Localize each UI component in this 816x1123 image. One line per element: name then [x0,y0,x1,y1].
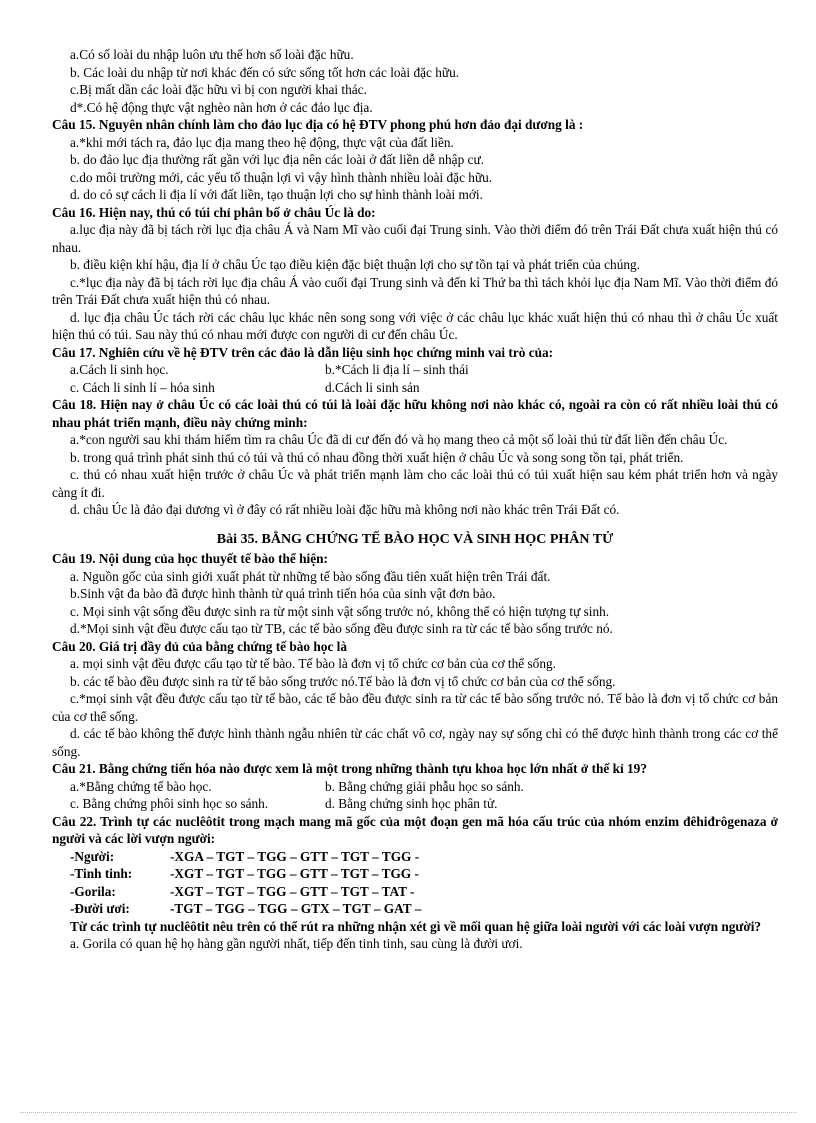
section-title: Bài 35. BẰNG CHỨNG TẾ BÀO HỌC VÀ SINH HỌC PHÂN TỬ [216,531,614,547]
answer-option: a. Nguồn gốc của sinh giới xuất phát từ những tế bào sống đầu tiên xuất hiện trên Trái đất. [70,568,551,584]
question-16: Câu 16. Hiện nay, thú có túi chỉ phân bố ở châu Úc là do: [52,204,376,220]
question-22-followup: Từ các trình tự nuclêôtit nêu trên có thể rút ra những nhận xét gì về mối quan hệ giữa loài người với các loài vượn người? [70,918,762,934]
sequence-value: -TGT – TGG – TGG – GTX – TGT – GAT – [170,901,422,916]
answer-option: d. do có sự cách li địa lí với đất liền, tạo thuận lợi cho sự hình thành loài mới. [70,187,483,202]
answer-option: b. Bằng chứng giải phẫu học so sánh. [325,778,524,794]
answer-option: c. thú có nhau xuất hiện trước ở châu Úc và phát triển mạnh làm cho các loài thú có túi xuất hiện sau kém phát triển hơn và ngày càng ít đi. [52,467,778,500]
sequence-row [52,865,778,883]
answer-option: c.*mọi sinh vật đều được cấu tạo từ tế bào, các tế bào đều được sinh ra từ các tế bào sống trước nó. Tế bào là đơn vị tổ chức cơ bản của cơ thể sống. [52,691,778,724]
option-row [52,795,778,813]
option-row [52,778,778,796]
species-label: -Tinh tinh: [70,866,133,881]
answer-option: b. do đảo lục địa thường rất gần với lục địa nên các loài ở đất liền dễ nhập cư. [70,152,484,167]
option-row [52,361,778,379]
sequence-value: -XGA – TGT – TGG – GTT – TGT – TGG - [170,848,420,864]
sequence-row [52,900,778,918]
species-label: -Đười ươi: [70,901,130,916]
answer-option: d.*Mọi sinh vật đều được cấu tạo từ TB, các tế bào sống đều được sinh ra từ các tế bào sống trước nó. [70,621,613,636]
question-21: Câu 21. Bằng chứng tiến hóa nào được xem là một trong những thành tựu khoa học lớn nhất ở thế kỉ 19? [52,761,647,776]
question-15: Câu 15. Nguyên nhân chính làm cho đảo lục địa có hệ ĐTV phong phú hơn đảo đại dương là : [52,117,584,132]
page-content [52,46,778,953]
answer-option: c.do môi trường mới, các yếu tố thuận lợi vì vậy hình thành nhiều loài đặc hữu. [70,169,493,185]
answer-option: a. mọi sinh vật đều được cấu tạo từ tế bào. Tế bào là đơn vị tổ chức cơ bản của cơ thể sống. [70,656,556,671]
answer-option: b.*Cách li địa lí – sinh thái [325,362,469,377]
answer-option: a.*khi mới tách ra, đảo lục địa mang theo hệ động, thực vật của đất liền. [70,134,454,150]
answer-option: a.*Bằng chứng tế bào học. [70,778,212,794]
species-label: -Người: [70,848,115,864]
sequence-row [52,883,778,901]
page-bottom-divider [20,1112,796,1113]
question-22: Câu 22. Trình tự các nuclêôtit trong mạch mang mã gốc của một đoạn gen mã hóa cấu trúc của nhóm enzim đêhiđrôgenaza ở người và các lời vượn người: [52,813,778,846]
answer-option: d.Cách li sinh sản [325,379,420,395]
answer-option: b. điều kiện khí hậu, địa lí ở châu Úc tạo điều kiện đặc biệt thuận lợi cho sự tồn tại và phát triển của chúng. [70,257,640,272]
answer-option: b. trong quá trình phát sinh thú có túi và thú có nhau đồng thời xuất hiện ở châu Úc và song song tồn tại, phát triển. [70,449,684,465]
answer-option: a.lục địa này đã bị tách rời lục địa châu Á và Nam Mĩ vào cuối đại Trung sinh. Vào thời điểm đó trên Trái Đất chưa xuất hiện thú có nhau. [52,222,778,255]
sequence-value: -XGT – TGT – TGG – GTT – TGT – TAT - [170,883,415,899]
question-20: Câu 20. Giá trị đầy đủ của bằng chứng tế bào học là [52,638,348,654]
answer-option: c.*lục địa này đã bị tách rời lục địa châu Á vào cuối đại Trung sinh và đến kỉ Thứ ba thì tách khỏi lục địa Nam Mĩ. Vào thời điểm đó trên Trái Đất chưa xuất hiện thú có nhau. [52,274,778,307]
question-19: Câu 19. Nội dung của học thuyết tế bào thể hiện: [52,551,328,566]
answer-option: a.*con người sau khi thám hiểm tìm ra châu Úc đã di cư đến đó và họ mang theo cả một số loài thú từ đất liền đến châu Úc. [70,432,728,447]
species-label: -Gorila: [70,883,116,899]
question-17: Câu 17. Nghiên cứu về hệ ĐTV trên các đảo là dẫn liệu sinh học chứng minh vai trò của: [52,344,554,360]
question-18: Câu 18. Hiện nay ở châu Úc có các loài thú có túi là loài đặc hữu không nơi nào khác có, ngoài ra còn có rất nhiều loài thú có nhau phát triển mạnh, điều này chứng minh: [52,397,778,430]
answer-option: a. Gorila có quan hệ họ hàng gần người nhất, tiếp đến tinh tinh, sau cùng là đười ươi. [70,936,523,951]
answer-option: c. Mọi sinh vật sống đều được sinh ra từ một sinh vật sống trước nó, không thể có hiện tượng tự sinh. [70,603,610,619]
answer-option: c. Bằng chứng phôi sinh học so sánh. [70,796,269,811]
answer-option: a.Có số loài du nhập luôn ưu thế hơn số loài đặc hữu. [70,47,354,62]
answer-option: b.Sinh vật đa bào đã được hình thành từ quá trình tiến hóa của sinh vật đơn bào. [70,586,496,601]
answer-option: d. Bằng chứng sinh học phân tử. [325,796,498,811]
answer-option: b. các tế bào đều được sinh ra từ tế bào sống trước nó.Tế bào là đơn vị tổ chức cơ bản của cơ thể sống. [70,673,616,689]
answer-option: a.Cách li sinh học. [70,362,169,377]
answer-option: d*.Có hệ động thực vật nghèo nàn hơn ở các đảo lục địa. [70,99,373,115]
sequence-value: -XGT – TGT – TGG – GTT – TGT – TGG - [170,866,419,881]
answer-option: c. Cách li sinh lí – hóa sinh [70,379,215,395]
answer-option: b. Các loài du nhập từ nơi khác đến có sức sống tốt hơn các loài đặc hữu. [70,64,460,80]
answer-option: d. các tế bào không thể được hình thành ngẫu nhiên từ các chất vô cơ, ngày nay sự sống chỉ có thể được hình thành trong các cơ thể sống. [52,726,778,759]
answer-option: d. lục địa châu Úc tách rời các châu lục khác nên song song với việc ở các châu lục khác xuất hiện thú có nhau thì ở châu Úc xuất hiện thú có túi. Sau này thú có nhau mới được con người di cư đến châu Úc. [52,309,778,342]
sequence-row [52,848,778,866]
answer-option: d. châu Úc là đảo đại dương vì ở đây có rất nhiều loài đặc hữu mà không nơi nào khác trên Trái Đất có. [70,502,620,517]
option-row [52,379,778,397]
answer-option: c.Bị mất dần các loài đặc hữu vì bị con người khai thác. [70,82,367,97]
